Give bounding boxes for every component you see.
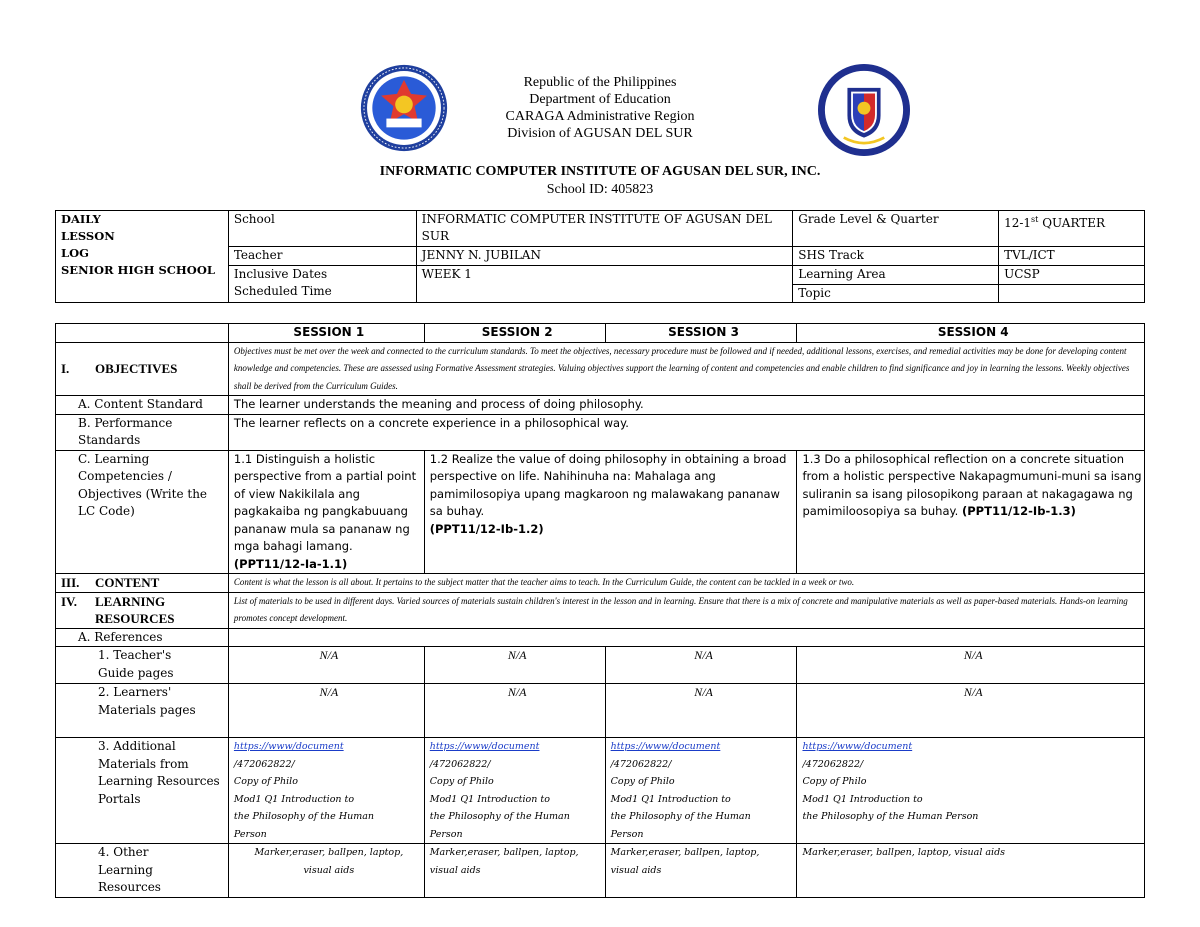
other-resources-session-1: [228, 844, 424, 898]
learners-materials-label: 2. Learners' Materials pages: [56, 684, 229, 738]
resources-row: [56, 592, 1145, 628]
additional-materials-session-4: [797, 738, 1145, 844]
other-resources-session-3: [605, 844, 797, 898]
dll-title-daily: DAILY: [61, 212, 101, 226]
deped-seal-icon: [818, 64, 910, 156]
session-header-row: [56, 324, 1145, 343]
document-link-2[interactable]: https://www/document: [429, 741, 540, 752]
other-resources-1-line2: visual aids: [303, 864, 355, 876]
document-subject-end-3: Person: [610, 828, 644, 840]
additional-materials-session-1: [228, 738, 424, 844]
competency-1-code: (PPT11/12-Ia-1.1): [233, 556, 348, 571]
document-id-2: /472062822/: [429, 758, 491, 770]
document-module-2: Mod1 Q1 Introduction to: [429, 793, 550, 805]
document-id-3: /472062822/: [610, 758, 672, 770]
header-division: Division of AGUSAN DEL SUR: [507, 126, 693, 141]
learners-materials-session-2: N/A: [424, 684, 605, 738]
content-standard-row: [56, 396, 1145, 415]
other-resources-3-line1: Marker,eraser, ballpen, laptop,: [610, 847, 760, 858]
time-label: Scheduled Time: [233, 284, 332, 298]
teacher-value: JENNY N. JUBILAN: [416, 247, 793, 266]
header-department: Department of Education: [529, 92, 671, 107]
teachers-guide-session-1: N/A: [228, 647, 424, 684]
other-resources-row: [56, 844, 1145, 898]
document-title-1: Copy of Philo: [233, 776, 298, 787]
document-id-1: /472062822/: [233, 758, 295, 770]
resources-note: List of materials to be used in different days. Varied sources of materials sustain children's interest in the lesson and in learning. Ensure that there is a mix of concrete and manipulative materials as well as paper-based materials. Hands-on learning promotes concept development.: [228, 592, 1144, 628]
session-1-header: SESSION 1: [228, 324, 424, 343]
learners-materials-session-3: N/A: [605, 684, 797, 738]
teachers-guide-session-4: N/A: [797, 647, 1145, 684]
resources-heading: [56, 592, 229, 628]
performance-standard-value: The learner reflects on a concrete experience in a philosophical way.: [228, 414, 1144, 450]
objectives-label: OBJECTIVES: [95, 361, 178, 376]
document-link-3[interactable]: https://www/document: [610, 741, 721, 752]
teachers-guide-row: [56, 647, 1145, 684]
learners-materials-session-4: N/A: [797, 684, 1145, 738]
content-num: III.: [61, 575, 80, 590]
session-4-header: SESSION 4: [797, 324, 1145, 343]
header-region: CARAGA Administrative Region: [505, 109, 695, 124]
session-header-blank: [56, 324, 229, 343]
topic-label: Topic: [798, 286, 831, 300]
other-resources-session-2: [424, 844, 605, 898]
dates-value: WEEK 1: [416, 266, 793, 303]
agency-header: [400, 74, 800, 142]
competencies-label: C. Learning Competencies / Objectives (Write the LC Code): [56, 450, 229, 574]
content-standard-value: The learner understands the meaning and process of doing philosophy.: [228, 396, 1144, 415]
institute-name: INFORMATIC COMPUTER INSTITUTE OF AGUSAN DEL SUR, INC.: [379, 164, 821, 179]
document-module-3: Mod1 Q1 Introduction to: [610, 793, 731, 805]
content-row: [56, 574, 1145, 593]
additional-materials-session-3: [605, 738, 797, 844]
document-subject-4: the Philosophy of the Human Person: [802, 811, 979, 822]
lesson-plan-table: [55, 323, 1145, 898]
other-resources-session-4: Marker,eraser, ballpen, laptop, visual aids: [797, 844, 1145, 898]
track-value: TVL/ICT: [999, 247, 1145, 266]
teachers-guide-label: 1. Teacher's Guide pages: [56, 647, 229, 684]
content-label: CONTENT: [95, 575, 160, 590]
objectives-heading: [56, 342, 229, 396]
document-link-4[interactable]: https://www/document: [802, 741, 913, 752]
dll-title-lesson: LESSON: [61, 229, 115, 243]
grade-value-quarter: QUARTER: [1038, 216, 1106, 230]
document-module-4: Mod1 Q1 Introduction to: [802, 793, 923, 805]
references-label: A. References: [56, 628, 229, 647]
additional-materials-label: 3. Additional Materials from Learning Resources Portals: [56, 738, 229, 844]
grade-value-number: 12-1: [1004, 216, 1032, 230]
references-blank: [228, 628, 1144, 647]
document-module-1: Mod1 Q1 Introduction to: [233, 793, 355, 805]
other-resources-label: 4. Other Learning Resources: [56, 844, 229, 898]
document-link-1[interactable]: https://www/document: [233, 741, 344, 752]
competency-2-code: (PPT11/12-Ib-1.2): [429, 521, 544, 536]
area-topic-values: [999, 266, 1145, 303]
grade-value-suffix: st: [1031, 215, 1039, 224]
competency-3-code: (PPT11/12-Ib-1.3): [962, 504, 1076, 518]
area-value: UCSP: [999, 266, 1144, 285]
document-title-3: Copy of Philo: [610, 776, 675, 787]
document-subject-end-2: Person: [429, 828, 463, 840]
resources-label: LEARNING RESOURCES: [95, 593, 175, 626]
learners-materials-row: [56, 684, 1145, 738]
competency-session-2: [424, 450, 797, 574]
additional-materials-session-2: [424, 738, 605, 844]
document-id-4: /472062822/: [802, 758, 864, 770]
school-label: School: [228, 211, 416, 247]
competency-3-text: 1.3 Do a philosophical reflection on a concrete situation from a holistic perspective Nakapagmumuni-muni sa isang suliranin sa isang pilosopikong paraan at nakagagawa ng pamimiloosopiya sa buhay.: [802, 451, 1142, 518]
session-2-header: SESSION 2: [424, 324, 605, 343]
teacher-label: Teacher: [228, 247, 416, 266]
other-resources-1-line1: Marker,eraser, ballpen, laptop,: [254, 847, 404, 858]
area-topic-labels: [793, 266, 999, 303]
other-resources-2-line1: Marker,eraser, ballpen, laptop,: [429, 847, 579, 858]
competency-1-text: 1.1 Distinguish a holistic perspective from a partial point of view Nakikilala ang pagkakaiba ng pangkabuuang pananaw mula sa pananaw ng mga bahagi lamang.: [233, 451, 417, 553]
grade-value: [999, 211, 1145, 247]
grade-label: Grade Level & Quarter: [793, 211, 999, 247]
competencies-row: [56, 450, 1145, 574]
area-label: Learning Area: [793, 266, 998, 285]
document-title-4: Copy of Philo: [802, 776, 867, 787]
references-row: [56, 628, 1145, 647]
teachers-guide-session-3: N/A: [605, 647, 797, 684]
document-subject-2: the Philosophy of the Human: [429, 811, 570, 822]
resources-num: IV.: [61, 593, 78, 609]
objectives-note: Objectives must be met over the week and connected to the curriculum standards. To meet the objectives, necessary procedure must be followed and if needed, additional lessons, exercises, and remedial activities may be done for developing content knowledge and competencies. These are assessed using Formative Assessment strategies. Valuing objectives support the learning of content and competencies and enable children to find significance and joy in learning the lessons. Weekly objectives shall be derived from the Curriculum Guides.: [228, 342, 1144, 396]
school-value: INFORMATIC COMPUTER INSTITUTE OF AGUSAN DEL SUR: [416, 211, 793, 247]
content-standard-label: A. Content Standard: [56, 396, 229, 415]
dates-label: Inclusive Dates: [233, 267, 328, 281]
competency-session-3-4: [797, 450, 1145, 574]
competency-session-1: [228, 450, 424, 574]
school-id: School ID: 405823: [546, 182, 654, 197]
track-label: SHS Track: [793, 247, 999, 266]
other-resources-2-line2: visual aids: [429, 864, 481, 876]
other-resources-3-line2: visual aids: [610, 864, 662, 876]
document-subject-1: the Philosophy of the Human: [233, 811, 375, 822]
session-3-header: SESSION 3: [605, 324, 797, 343]
dll-title-log: LOG: [61, 246, 89, 260]
teachers-guide-session-2: N/A: [424, 647, 605, 684]
performance-standard-row: [56, 414, 1145, 450]
document-title-2: Copy of Philo: [429, 776, 494, 787]
document-subject-end-1: Person: [233, 828, 267, 840]
dll-title-shs: SENIOR HIGH SCHOOL: [61, 263, 215, 277]
dll-title-cell: [56, 211, 229, 303]
performance-standard-label: B. Performance Standards: [56, 414, 229, 450]
document-subject-3: the Philosophy of the Human: [610, 811, 751, 822]
learners-materials-session-1: N/A: [228, 684, 424, 738]
additional-materials-row: [56, 738, 1145, 844]
header-republic: Republic of the Philippines: [523, 75, 677, 90]
content-note: Content is what the lesson is all about. It pertains to the subject matter that the teacher aims to teach. In the Curriculum Guide, the content can be tackled in a week or two.: [228, 574, 1144, 593]
objectives-row: [56, 342, 1145, 396]
lesson-info-table: [55, 210, 1145, 303]
content-heading: [56, 574, 229, 593]
competency-2-text: 1.2 Realize the value of doing philosophy in obtaining a broad perspective on life. Nahihinuha na: Mahalaga ang pamimilosopiya upang magkaroon ng malawakang pananaw sa buhay.: [429, 451, 787, 518]
dates-time-labels: [228, 266, 416, 303]
objectives-num: I.: [61, 361, 70, 376]
